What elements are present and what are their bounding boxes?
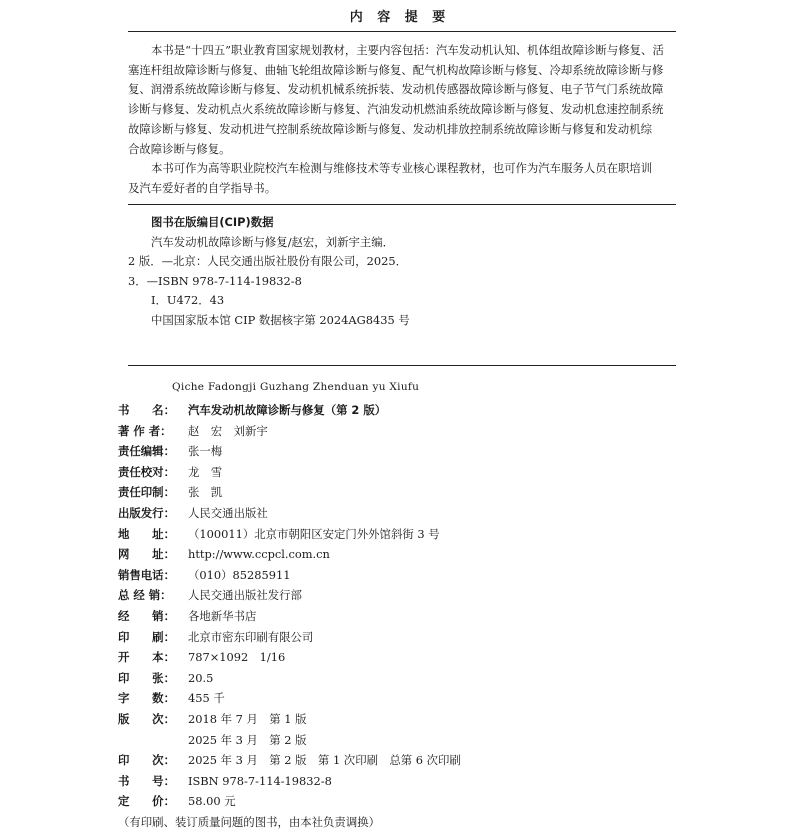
info-value: ISBN 978-7-114-19832-8	[188, 773, 332, 788]
info-value: 龙 雪	[188, 464, 223, 479]
info-label: 经 销：	[118, 608, 175, 623]
info-row	[118, 750, 461, 771]
cip-block	[128, 213, 676, 331]
info-row	[118, 730, 461, 751]
info-row	[118, 400, 461, 421]
info-row	[118, 421, 461, 442]
info-label: 地 址：	[118, 526, 175, 541]
middle-divider	[128, 204, 676, 205]
info-value: 汽车发动机故障诊断与修复（第 2 版）	[188, 403, 387, 417]
info-label: 责任校对：	[118, 464, 175, 479]
info-value: 赵 宏 刘新宇	[188, 423, 268, 438]
bottom-divider	[128, 365, 676, 366]
info-row	[118, 647, 461, 668]
summary-text	[128, 41, 676, 199]
summary-line: 复、润滑系统故障诊断与修复、发动机机械系统拆装、发动机传感器故障诊断与修复、电子节气门系统故障	[128, 82, 664, 97]
summary-title: 内 容 提 要	[349, 10, 451, 25]
info-label: 网 址：	[118, 547, 175, 562]
info-label: 字 数：	[118, 691, 175, 706]
info-row	[118, 606, 461, 627]
info-value: 2018 年 7 月 第 1 版	[188, 711, 307, 726]
info-row	[118, 791, 461, 812]
info-row	[118, 709, 461, 730]
summary-line: 诊断与修复、发动机点火系统故障诊断与修复、汽油发动机燃油系统故障诊断与修复、发动机怠速控制系统	[128, 102, 664, 117]
info-label: 印 次：	[118, 753, 175, 768]
cip-line: Ⅰ．U472．43	[151, 293, 225, 308]
info-value: 58.00 元	[188, 794, 236, 809]
info-row	[118, 627, 461, 648]
info-label: 定 价：	[118, 794, 175, 809]
publication-info	[118, 400, 461, 832]
summary-line: 本书可作为高等职业院校汽车检测与维修技术等专业核心课程教材，也可作为汽车服务人员在职培训	[151, 161, 653, 176]
info-value: 20.5	[188, 670, 214, 685]
summary-line: 塞连杆组故障诊断与修复、曲轴飞轮组故障诊断与修复、配气机构故障诊断与修复、冷却系统故障诊断与修	[128, 62, 664, 77]
info-value: http://www.ccpcl.com.cn	[188, 547, 330, 562]
info-label: 印 张：	[118, 670, 175, 685]
info-value: 787×1092 1/16	[188, 650, 286, 665]
cip-line: 汽车发动机故障诊断与修复/赵宏，刘新宇主编．	[151, 234, 395, 249]
top-divider	[128, 31, 676, 32]
info-value: 张一梅	[188, 444, 223, 459]
info-label: 开 本：	[118, 650, 175, 665]
summary-line: 及汽车爱好者的自学指导书。	[128, 180, 277, 195]
info-row	[118, 688, 461, 709]
info-row	[118, 544, 461, 565]
info-row	[118, 524, 461, 545]
info-value: 各地新华书店	[188, 608, 257, 623]
info-row	[118, 585, 461, 606]
info-row	[118, 503, 461, 524]
info-label: 著 作 者：	[118, 423, 172, 438]
info-label: 书 名：	[118, 403, 175, 417]
cip-line: 2 版．—北京：人民交通出版社股份有限公司，2025．	[128, 254, 408, 269]
info-row	[118, 565, 461, 586]
cip-line: 3．—ISBN 978-7-114-19832-8	[128, 273, 302, 288]
info-row	[118, 441, 461, 462]
info-value: 人民交通出版社	[188, 505, 268, 520]
info-value: 人民交通出版社发行部	[188, 588, 302, 603]
summary-line: 故障诊断与修复、发动机进气控制系统故障诊断与修复、发动机排放控制系统故障诊断与修复和发动机综	[128, 121, 652, 136]
info-value: （100011）北京市朝阳区安定门外外馆斜街 3 号	[188, 526, 440, 541]
info-label: 总 经 销：	[118, 588, 172, 603]
info-row	[118, 668, 461, 689]
info-label: 责任编辑：	[118, 444, 175, 459]
summary-line: 本书是“十四五”职业教育国家规划教材，主要内容包括：汽车发动机认知、机体组故障诊断与修复、活	[151, 43, 664, 57]
info-label: 书 号：	[118, 773, 175, 788]
cip-heading: 图书在版编目(CIP)数据	[151, 215, 274, 229]
info-label: 责任印制：	[118, 485, 175, 500]
info-row	[118, 482, 461, 503]
info-value: 北京市密东印刷有限公司	[188, 629, 314, 644]
info-value: 张 凯	[188, 485, 223, 500]
info-row	[118, 771, 461, 792]
footer-note: （有印刷、装订质量问题的图书，由本社负责调换）	[118, 814, 380, 829]
pinyin-title: Qiche Fadongji Guzhang Zhenduan yu Xiufu	[172, 381, 420, 393]
summary-line: 合故障诊断与修复。	[128, 141, 231, 156]
info-value: 455 千	[188, 691, 225, 706]
info-label: 出版发行：	[118, 505, 175, 520]
cip-line: 中国国家版本馆 CIP 数据核字第 2024AG8435 号	[151, 312, 410, 327]
info-row	[118, 462, 461, 483]
info-label: 印 刷：	[118, 629, 175, 644]
info-value: 2025 年 3 月 第 2 版	[188, 732, 307, 747]
info-value: （010）85285911	[188, 567, 291, 582]
info-label: 版 次：	[118, 711, 175, 726]
info-label: 销售电话：	[118, 567, 175, 582]
info-value: 2025 年 3 月 第 2 版 第 1 次印刷 总第 6 次印刷	[188, 753, 461, 768]
